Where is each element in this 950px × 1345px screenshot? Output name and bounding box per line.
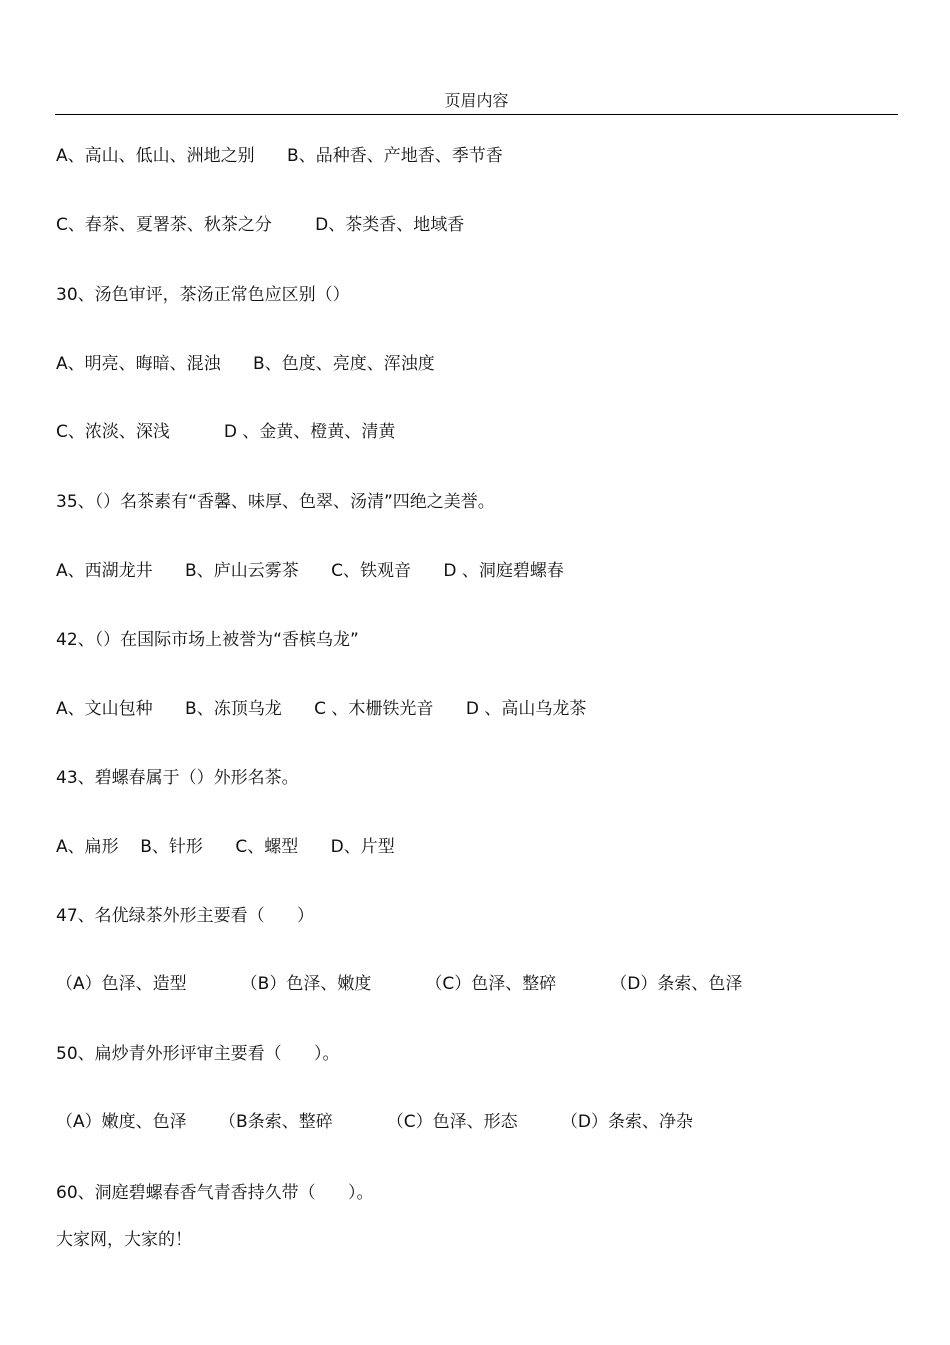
question-line: 60、洞庭碧螺春香气青香持久带（ ）。 — [56, 1183, 374, 1203]
question-line: 43、碧螺春属于（）外形名茶。 — [56, 768, 299, 788]
question-line: 47、名优绿茶外形主要看（ ） — [56, 906, 315, 926]
option-line: A、西湖龙井 B、庐山云雾茶 C、铁观音 D 、洞庭碧螺春 — [56, 561, 564, 581]
option-line: A、高山、低山、洲地之别 B、品种香、产地香、季节香 — [56, 146, 503, 166]
option-line: A、扁形 B、针形 C、螺型 D、片型 — [56, 837, 395, 857]
option-line: A、明亮、晦暗、混浊 B、色度、亮度、浑浊度 — [56, 354, 435, 374]
question-line: 30、汤色审评，茶汤正常色应区别（） — [56, 285, 350, 305]
option-line: （A）嫩度、色泽 （B条索、整碎 （C）色泽、形态 （D）条索、净杂 — [56, 1112, 693, 1132]
question-line: 35、（）名茶素有“香馨、味厚、色翠、汤清”四绝之美誉。 — [56, 492, 495, 512]
page-header: 页眉内容 — [55, 90, 898, 115]
option-line: C、春茶、夏署茶、秋茶之分 D、茶类香、地域香 — [56, 215, 465, 235]
footer-text: 大家网，大家的！ — [56, 1230, 192, 1250]
option-line: A、文山包种 B、冻顶乌龙 C 、木栅铁光音 D 、高山乌龙茶 — [56, 699, 587, 719]
option-line: C、浓淡、深浅 D 、金黄、橙黄、清黄 — [56, 422, 396, 442]
question-line: 42、（）在国际市场上被誉为“香槟乌龙” — [56, 630, 359, 650]
question-line: 50、扁炒青外形评审主要看（ ）。 — [56, 1044, 340, 1064]
option-line: （A）色泽、造型 （B）色泽、嫩度 （C）色泽、整碎 （D）条索、色泽 — [56, 974, 743, 994]
